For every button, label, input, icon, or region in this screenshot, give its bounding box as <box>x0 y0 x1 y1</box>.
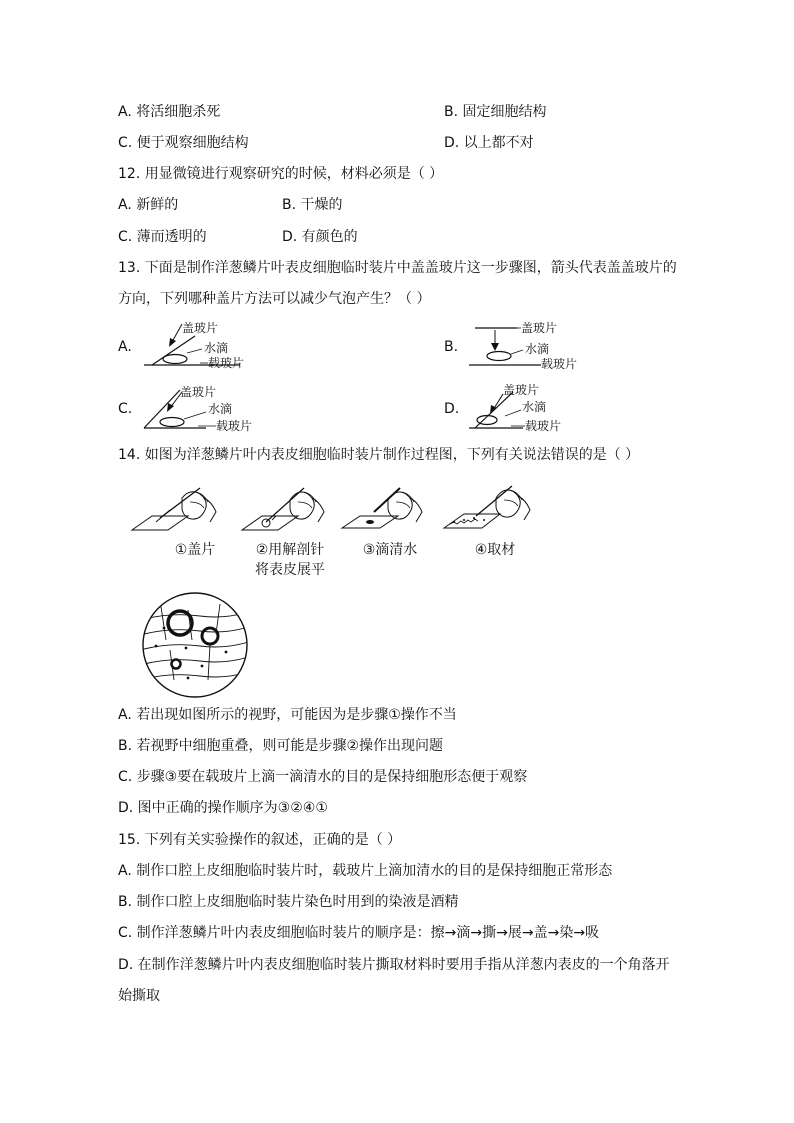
q14-option-d: D. 图中正确的操作顺序为③②④① <box>118 800 328 816</box>
cover-slip-label: 盖玻片 <box>180 385 217 399</box>
water-drop-label: 水滴 <box>525 342 550 356</box>
cover-slip-label: 盖玻片 <box>521 321 558 335</box>
water-drop-label: 水滴 <box>208 402 233 416</box>
q12-option-a: A. 新鲜的 <box>118 197 179 213</box>
q15-option-d-line1: D. 在制作洋葱鳞片叶内表皮细胞临时装片撕取材料时要用手指从洋葱内表皮的一个角落开 <box>118 957 670 973</box>
cover-slip-label: 盖玻片 <box>503 383 540 397</box>
step4-caption: ④取材 <box>474 542 516 558</box>
q11-option-b: B. 固定细胞结构 <box>444 104 547 120</box>
q13-diagram-a <box>140 320 260 375</box>
q13-option-c-label: C. <box>118 401 133 417</box>
step1-cover-slip-illustration <box>130 478 220 538</box>
q12-stem: 12. 用显微镜进行观察研究的时候，材料必须是（ ） <box>118 166 444 182</box>
step2-spread-peel-illustration <box>240 478 330 538</box>
q13-option-d-label: D. <box>444 401 460 417</box>
q11-option-c: C. 便于观察细胞结构 <box>118 135 249 151</box>
water-drop-label: 水滴 <box>204 341 229 355</box>
cover-slip-label: 盖玻片 <box>182 321 219 335</box>
step2-caption-line1: ②用解剖针 <box>255 542 325 558</box>
step4-take-material-illustration <box>440 478 540 538</box>
microscope-field-of-view <box>140 590 250 700</box>
q13-diagram-d <box>465 382 595 437</box>
q15-option-c: C. 制作洋葱鳞片叶内表皮细胞临时装片的顺序是：擦→滴→撕→展→盖→染→吸 <box>118 925 600 941</box>
q12-option-d: D. 有颜色的 <box>282 229 358 245</box>
q15-option-d-line2: 始撕取 <box>118 988 160 1004</box>
step2-caption-line2: 将表皮展平 <box>255 562 325 578</box>
q13-stem-line1: 13. 下面是制作洋葱鳞片叶表皮细胞临时装片中盖盖玻片这一步骤图，箭头代表盖盖玻片的 <box>118 260 677 276</box>
q14-option-b: B. 若视野中细胞重叠，则可能是步骤②操作出现问题 <box>118 738 444 754</box>
slide-label: 载玻片 <box>541 357 578 371</box>
q13-diagram-b <box>465 320 595 375</box>
q15-option-a: A. 制作口腔上皮细胞临时装片时，载玻片上滴加清水的目的是保持细胞正常形态 <box>118 863 613 879</box>
q12-option-b: B. 干燥的 <box>282 197 343 213</box>
step3-caption: ③滴清水 <box>362 542 418 558</box>
slide-label: 载玻片 <box>208 356 245 370</box>
q11-option-d: D. 以上都不对 <box>444 135 534 151</box>
q15-option-b: B. 制作口腔上皮细胞临时装片染色时用到的染液是酒精 <box>118 894 459 910</box>
q12-option-c: C. 薄而透明的 <box>118 229 207 245</box>
q11-option-a: A. 将活细胞杀死 <box>118 104 221 120</box>
q14-stem: 14. 如图为洋葱鳞片叶内表皮细胞临时装片制作过程图，下列有关说法错误的是（ ） <box>118 447 640 463</box>
slide-label: 载玻片 <box>216 419 253 433</box>
slide-label: 载玻片 <box>525 419 562 433</box>
water-drop-label: 水滴 <box>522 400 547 414</box>
q13-diagram-c <box>140 382 270 437</box>
q14-option-a: A. 若出现如图所示的视野，可能因为是步骤①操作不当 <box>118 707 457 723</box>
q13-option-b-label: B. <box>444 339 459 355</box>
q15-stem: 15. 下列有关实验操作的叙述，正确的是（ ） <box>118 832 402 848</box>
step1-caption: ①盖片 <box>174 542 216 558</box>
q13-stem-line2: 方向，下列哪种盖片方法可以减少气泡产生？（ ） <box>118 291 431 307</box>
q13-option-a-label: A. <box>118 339 132 355</box>
step3-drop-water-illustration <box>340 478 430 538</box>
q14-option-c: C. 步骤③要在载玻片上滴一滴清水的目的是保持细胞形态便于观察 <box>118 769 528 785</box>
